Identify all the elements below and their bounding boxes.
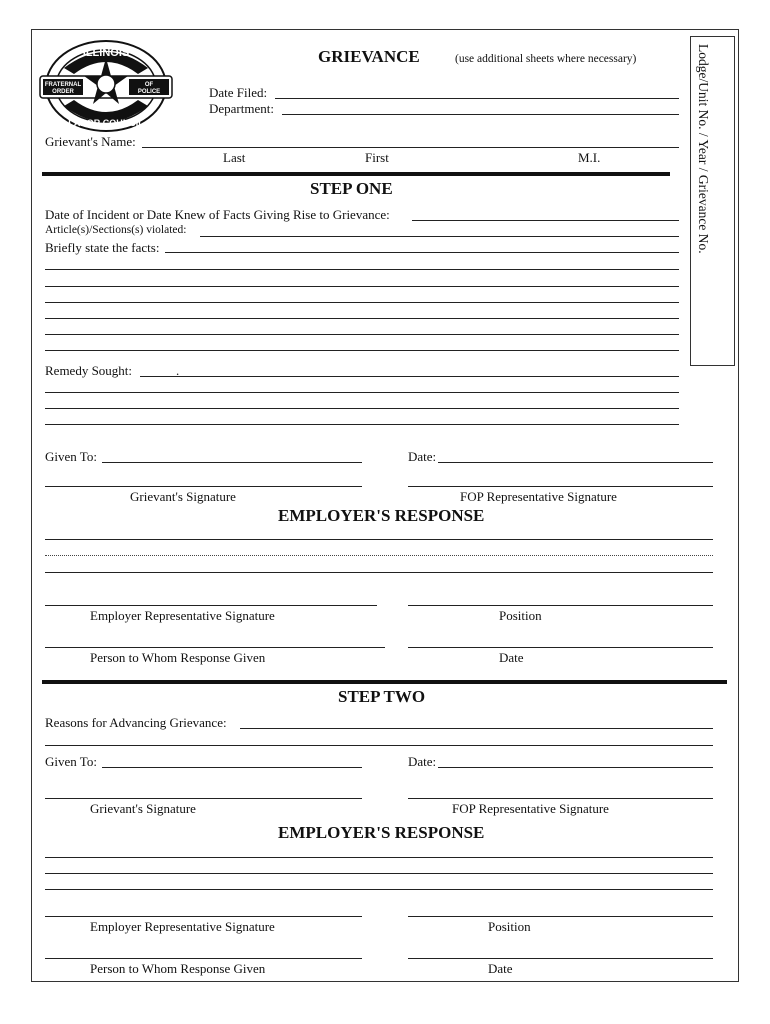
remedy-field-line[interactable] <box>45 392 679 393</box>
employer-response-heading: EMPLOYER'S RESPONSE <box>278 823 485 842</box>
facts-field-line[interactable] <box>45 350 679 351</box>
section-divider <box>42 172 670 176</box>
position-line[interactable] <box>408 605 713 606</box>
logo-bottom-text: LABOR COUNCIL <box>68 118 144 128</box>
given-to-field[interactable] <box>102 767 362 768</box>
logo-left-text-2: ORDER <box>52 89 74 95</box>
date-label: Date: <box>408 754 437 769</box>
date-label: Date: <box>408 449 437 464</box>
remedy-field-line[interactable] <box>45 408 679 409</box>
middle-initial-caption: M.I. <box>578 150 601 165</box>
sidebar-label: Lodge/Unit No. / Year / Grievance No. <box>696 44 711 254</box>
facts-field-line[interactable] <box>45 269 679 270</box>
section-divider <box>42 680 727 684</box>
fop-signature-caption: FOP Representative Signature <box>452 801 609 816</box>
articles-violated-field[interactable] <box>200 236 679 237</box>
reasons-field-line[interactable] <box>240 728 713 729</box>
department-field[interactable] <box>282 114 679 115</box>
employer-response-line[interactable] <box>45 873 713 874</box>
response-recipient-line[interactable] <box>45 647 385 648</box>
remedy-field-line[interactable] <box>45 424 679 425</box>
given-to-label: Given To: <box>45 449 97 464</box>
grievant-name-field[interactable] <box>142 147 679 148</box>
facts-field-line[interactable] <box>45 302 679 303</box>
grievant-signature-line[interactable] <box>45 798 362 799</box>
logo-right-text-2: POLICE <box>137 89 161 95</box>
logo-right-text-1: OF <box>144 82 154 88</box>
remedy-field-line[interactable] <box>140 376 679 377</box>
reasons-field-line[interactable] <box>45 745 713 746</box>
date-field[interactable] <box>438 767 713 768</box>
remedy-dot: . <box>176 363 180 378</box>
position-line[interactable] <box>408 916 713 917</box>
incident-date-label: Date of Incident or Date Knew of Facts Giving Rise to Grievance: <box>45 207 390 222</box>
employer-rep-signature-line[interactable] <box>45 916 362 917</box>
date-field[interactable] <box>438 462 713 463</box>
position-caption: Position <box>499 608 542 623</box>
fop-signature-line[interactable] <box>408 798 713 799</box>
date-filed-field[interactable] <box>275 98 679 99</box>
step-one-heading: STEP ONE <box>310 179 393 198</box>
reasons-label: Reasons for Advancing Grievance: <box>45 715 227 730</box>
given-to-field[interactable] <box>102 462 362 463</box>
response-recipient-caption: Person to Whom Response Given <box>90 650 266 665</box>
facts-field-line[interactable] <box>165 252 679 253</box>
employer-response-line[interactable] <box>45 572 713 573</box>
given-to-label: Given To: <box>45 754 97 769</box>
department-label: Department: <box>209 101 274 116</box>
employer-rep-signature-line[interactable] <box>45 605 377 606</box>
response-recipient-line[interactable] <box>45 958 362 959</box>
articles-violated-label: Article(s)/Sections(s) violated: <box>45 224 187 236</box>
response-date-line[interactable] <box>408 958 713 959</box>
response-date-caption: Date <box>488 961 513 976</box>
response-date-caption: Date <box>499 650 524 665</box>
position-caption: Position <box>488 919 531 934</box>
fop-signature-line[interactable] <box>408 486 713 487</box>
facts-field-line[interactable] <box>45 334 679 335</box>
last-name-caption: Last <box>223 150 246 165</box>
incident-date-field[interactable] <box>412 220 679 221</box>
employer-response-line[interactable] <box>45 555 713 556</box>
response-date-line[interactable] <box>408 647 713 648</box>
employer-response-line[interactable] <box>45 539 713 540</box>
facts-label: Briefly state the facts: <box>45 240 160 255</box>
employer-rep-signature-caption: Employer Representative Signature <box>90 608 275 623</box>
logo-top-text: ILLINOIS <box>82 47 130 59</box>
fop-labor-council-logo <box>38 38 174 134</box>
grievant-name-label: Grievant's Name: <box>45 134 136 149</box>
remedy-sought-label: Remedy Sought: <box>45 363 133 378</box>
form-title: GRIEVANCE <box>318 47 420 66</box>
step-two-heading: STEP TWO <box>338 687 426 706</box>
grievant-signature-caption: Grievant's Signature <box>90 801 196 816</box>
date-filed-label: Date Filed: <box>209 85 268 100</box>
first-name-caption: First <box>365 150 389 165</box>
grievant-signature-caption: Grievant's Signature <box>130 489 236 504</box>
employer-response-line[interactable] <box>45 857 713 858</box>
fop-signature-caption: FOP Representative Signature <box>460 489 617 504</box>
grievant-signature-line[interactable] <box>45 486 362 487</box>
employer-rep-signature-caption: Employer Representative Signature <box>90 919 275 934</box>
response-recipient-caption: Person to Whom Response Given <box>90 961 266 976</box>
facts-field-line[interactable] <box>45 318 679 319</box>
employer-response-line[interactable] <box>45 889 713 890</box>
employer-response-heading: EMPLOYER'S RESPONSE <box>278 506 485 525</box>
facts-field-line[interactable] <box>45 286 679 287</box>
additional-sheets-note: (use additional sheets where necessary) <box>455 53 637 65</box>
logo-left-text-1: FRATERNAL <box>44 82 82 88</box>
